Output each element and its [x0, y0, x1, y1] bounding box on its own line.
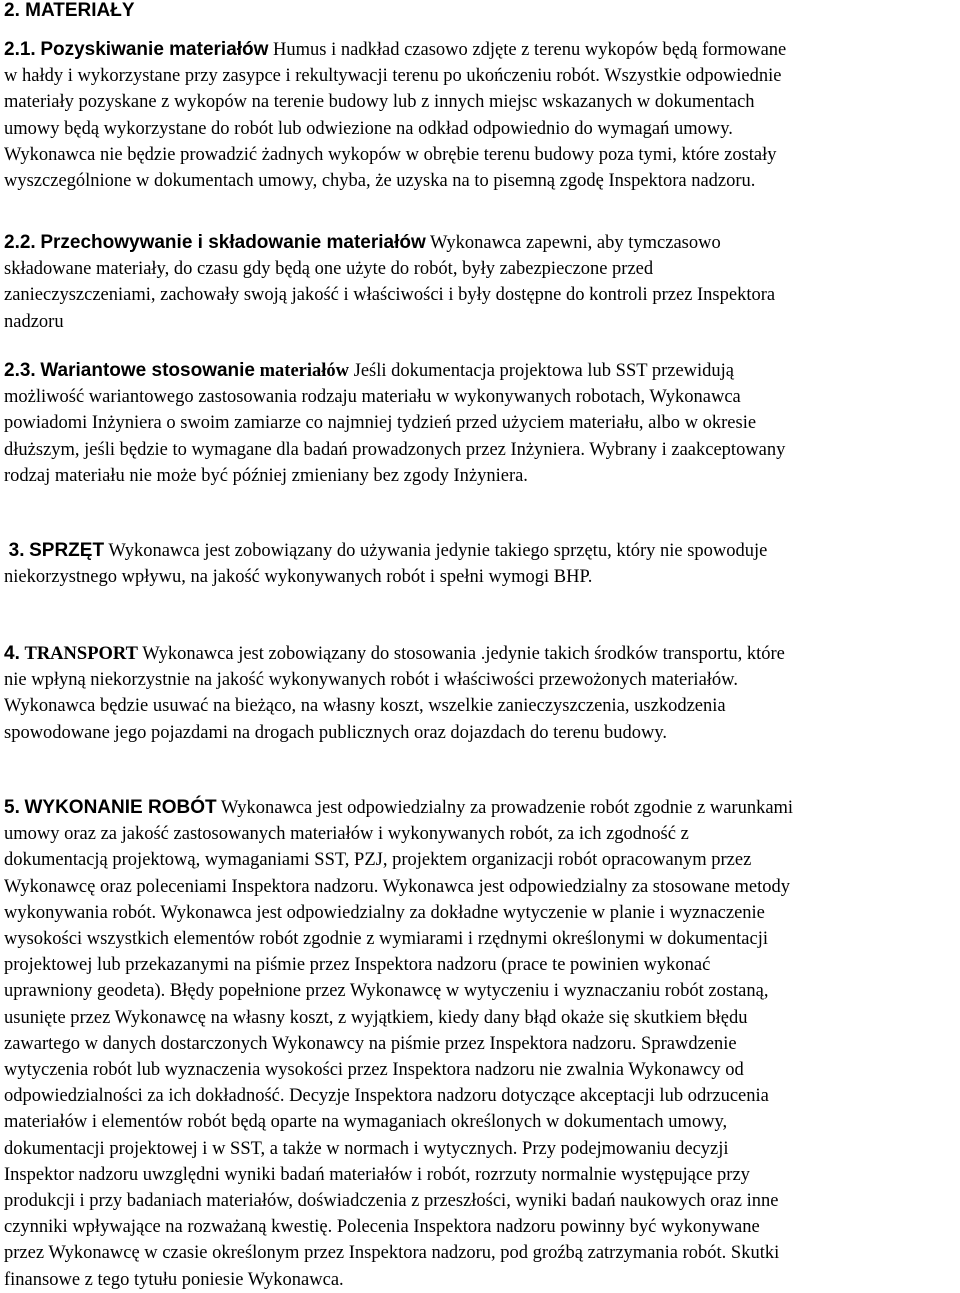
paragraph-line: Wykonawca będzie usuwać na bieżąco, na własny koszt, wszelkie zanieczyszczenia, uszkodzenia [4, 696, 726, 717]
paragraph-line: niekorzystnego wpływu, na jakość wykonywanych robót i spełni wymogi BHP. [4, 567, 593, 588]
paragraph-line: nadzoru [4, 311, 64, 332]
section-4 [4, 641, 956, 746]
section-number: 4. [4, 643, 20, 664]
section-number: 2.3. [4, 360, 36, 381]
paragraph-line: Inspektor nadzoru uwzględni wyniki badań materiałów i robót, rozrzuty normalnie występujące przy [4, 1164, 750, 1185]
paragraph-line: umowy będą wykorzystane do robót lub odwiezione na odkład odpowiednio do wymagań umowy. [4, 118, 733, 139]
paragraph-line: produkcji i przy badaniach materiałów, doświadczenia z przeszłości, wyniki badań naukowych oraz inne [4, 1191, 779, 1212]
paragraph-line [4, 37, 956, 63]
section-2-3 [4, 358, 956, 489]
paragraph-line: uprawniony geodeta). Błędy popełnione przez Wykonawcę w wytyczeniu i wyznaczaniu robót zostaną, [4, 981, 769, 1002]
section-5 [4, 795, 956, 1293]
paragraph-line: projektowej lub przekazanymi na piśmie przez Inspektora nadzoru (prace te powinien wykonać [4, 955, 711, 976]
paragraph-line: powiadomi Inżyniera o swoim zamiarze co najmniej tydzień przed użyciem materiału, albo w okresie [4, 413, 757, 434]
paragraph-text: Wykonawca zapewni, aby tymczasowo [430, 233, 721, 253]
paragraph-line [4, 230, 956, 256]
paragraph-line: możliwość wariantowego zastosowania rodzaju materiału w wykonywanych robotach, Wykonawca [4, 387, 741, 408]
paragraph-text: Wykonawca jest zobowiązany do stosowania .jedynie takich środków transportu, które [142, 644, 785, 664]
paragraph-line: wykonywania robót. Wykonawca jest odpowiedzialny za dokładne wytyczenie w planie i wyznaczenie [4, 902, 765, 923]
section-title: Pozyskiwanie materiałów [40, 39, 269, 60]
paragraph-text: Humus i nadkład czasowo zdjęte z terenu wykopów będą formowane [273, 40, 787, 60]
paragraph-line: usunięte przez Wykonawcę na własny koszt, z wyjątkiem, kiedy dany błąd okaże się skutkiem błędu [4, 1007, 748, 1028]
paragraph-line: wyszczególnione w dokumentach umowy, chyba, że uzyska na to pisemną zgodę Inspektora nadzoru. [4, 171, 756, 192]
section-number: 3. [8, 540, 25, 561]
paragraph-line: czynniki wpływające na rozważaną kwestię. Polecenia Inspektora nadzoru powinny być wykonywane [4, 1217, 760, 1238]
section-title: Wariantowe stosowanie [40, 360, 255, 381]
paragraph-line: wysokości wszystkich elementów robót zgodnie z wymiarami i rzędnymi określonymi w dokumentacji [4, 929, 768, 950]
paragraph-line: zawartego w danych dostarczonych Wykonawcy na piśmie przez Inspektora nadzoru. Sprawdzenie [4, 1033, 737, 1054]
section-number: 2.1. [4, 39, 36, 60]
section-2-2 [4, 230, 956, 335]
paragraph-line: odpowiedzialności za ich dokładność. Decyzje Inspektora nadzoru dotyczące akceptacji lub odrzucenia [4, 1086, 769, 1107]
paragraph-line [4, 641, 956, 667]
section-title: WYKONANIE ROBÓT [24, 797, 217, 818]
paragraph-line [4, 358, 956, 384]
paragraph-line: przez Wykonawcę w czasie określonym przez Inspektora nadzoru, pod groźbą zatrzymania robót. Skutki [4, 1243, 780, 1264]
paragraph-line: dokumentacji projektowej i w SST, a także w normach i wytycznych. Przy podejmowaniu decyzji [4, 1138, 729, 1159]
paragraph-text: Wykonawca jest odpowiedzialny za prowadzenie robót zgodnie z warunkami [220, 798, 794, 818]
section-title: Przechowywanie i składowanie materiałów [40, 232, 426, 253]
paragraph-line: dłuższym, jeśli będzie to wymagane dla badań prowadzonych przez Inżyniera. Wybrany i zaakceptowany [4, 439, 786, 460]
paragraph-line: nie wpłyną niekorzystnie na jakość wykonywanych robót i właściwości przewożonych materiałów. [4, 670, 738, 691]
section-title: SPRZĘT [29, 540, 105, 561]
paragraph-text: Jeśli dokumentacja projektowa lub SST przewidują [353, 361, 735, 381]
paragraph-line: umowy oraz za jakość zastosowanych materiałów i wykonywanych robót, za ich zgodność z [4, 824, 689, 845]
paragraph-line [4, 538, 956, 564]
paragraph-line [4, 795, 956, 821]
section-number: 2.2. [4, 232, 36, 253]
paragraph-line: Wykonawcę oraz poleceniami Inspektora nadzoru. Wykonawca jest odpowiedzialny za stosowane metody [4, 876, 790, 897]
paragraph-line: dokumentacją projektową, wymaganiami SST, PZJ, projektem organizacji robót opracowanym przez [4, 850, 752, 871]
section-number: 5. [4, 797, 20, 818]
paragraph-line: materiały pozyskane z wykopów na terenie budowy lub z innych miejsc wskazanych w dokumentach [4, 92, 755, 113]
section-heading-materialy: 2. MATERIAŁY [4, 0, 135, 21]
paragraph-line: Wykonawca nie będzie prowadzić żadnych wykopów w obrębie terenu budowy poza tymi, które zostały [4, 144, 777, 165]
section-3 [4, 538, 956, 590]
section-title-suffix: materiałów [259, 361, 350, 381]
paragraph-line: spowodowane jego pojazdami na drogach publicznych oraz dojazdach do terenu budowy. [4, 722, 668, 743]
paragraph-line: w hałdy i wykorzystane przy zasypce i rekultywacji terenu po ukończeniu robót. Wszystkie odpowiednie [4, 66, 782, 87]
paragraph-line: wytyczenia robót lub wyznaczenia wysokości przez Inspektora nadzoru nie zwalnia Wykonawcy od [4, 1060, 744, 1081]
paragraph-line: materiałów i elementów robót będą oparte na wymaganiach określonych w dokumentach umowy, [4, 1112, 728, 1133]
paragraph-line: finansowe z tego tytułu poniesie Wykonawca. [4, 1269, 344, 1290]
paragraph-line: zanieczyszczeniami, zachowały swoją jakość i właściwości i były dostępne do kontroli przez Inspektora [4, 285, 776, 306]
paragraph-line: rodzaj materiału nie może być później zmieniany bez zgody Inżyniera. [4, 465, 528, 486]
paragraph-line: składowane materiały, do czasu gdy będą one użyte do robót, były zabezpieczone przed [4, 259, 654, 280]
section-title: TRANSPORT [24, 644, 138, 664]
section-2-1 [4, 37, 956, 194]
paragraph-text: Wykonawca jest zobowiązany do używania jedynie takiego sprzętu, który nie spowoduje [108, 541, 768, 561]
